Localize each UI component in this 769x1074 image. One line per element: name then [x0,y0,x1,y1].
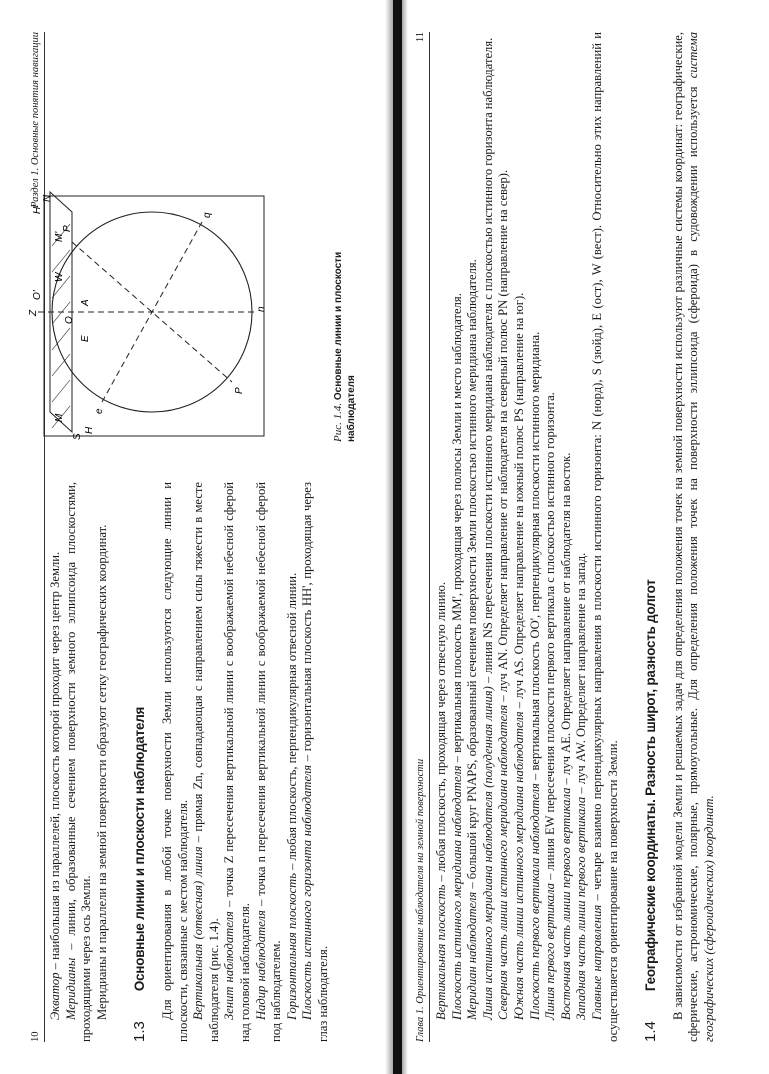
paragraph-prime-vertical-line [543,32,559,1042]
term-east-part: Восточная часть линии первого вертикала [558,787,573,1020]
label-PS: P [234,387,245,394]
paragraph-west-part [574,32,590,1042]
section-heading-1-3 [132,482,148,1042]
term-vertical-line: Вертикальная (отвесная) линия [191,846,206,1020]
label-O: O [64,316,75,324]
horizon-hatching [52,224,70,428]
term-prime-vertical-plane: Плоскость первого вертикала наблюдателя [527,783,542,1020]
text-vertical-plane: – любая плоскость, проходящая через отвесную линию. [434,581,448,885]
text-east-part: – луч AE. Определяет направление от наблюдателя на восток. [558,452,573,788]
section-number-1-4: 1.4 [642,1021,660,1042]
text-meridian-plane: – вертикальная плоскость MM', проходящая через полюсы Земли и место наблюдателя. [449,293,464,766]
term-true-horizon: Плоскость истинного горизонта наблюдателя [300,764,315,1020]
text-south-part: – луч AS. Определяет направление на южный полюс PS (направление на юг). [511,292,526,712]
paragraph-east-part [559,32,575,1042]
figure-caption [332,212,358,442]
paragraph-north-part [496,32,512,1042]
paragraph-observer-meridian [465,32,481,1042]
book-gutter [393,0,402,1074]
text-meridians: – линии, образованные сечением поверхности земного эллипсоида плоскостями, проходящими через ось Земли. [63,482,94,1042]
text-north-part: – луч AN. Определяет направление от наблюдателя на северный полюс PN (направление на север). [496,169,511,705]
gutter-shadow-right [402,0,408,1074]
text-nadir: – точка n пересечения вертикальной линии с воображаемой небесной сферой под наблюдателем. [253,482,284,1042]
term-noon-line: Линия истинного меридиана наблюдателя (полуденная линия) [480,686,495,1020]
text-observer-meridian: – большой круг PNAPS, образованный сечением поверхности Земли плоскостью истинного меридиана наблюдателя. [465,259,480,892]
text-vertical-line: – прямая Zn, совпадающая с направлением силы тяжести в месте наблюдателя (рис. 1.4). [191,482,221,1042]
term-north-part: Северная часть линии истинного меридиана наблюдателя [496,704,511,1020]
section-title: Основные линии и плоскости наблюдателя [132,706,148,992]
paragraph-grid: Меридианы и параллели на земной поверхности образуют сетку географических координат. [94,524,109,1020]
label-Z: Z [28,309,39,316]
term-geographic-system: система географических (сфероидических) координат. [686,32,716,1042]
label-e: e [94,408,105,414]
label-H-prime: H' [32,204,43,214]
meridian-plane [44,196,264,436]
right-running-title: Глава 1. Ориентирование наблюдателя на земной поверхности [415,758,426,1042]
paragraph-meridians [64,482,95,1042]
label-M: M [54,413,65,422]
term-prime-vertical-line: Линия первого вертикала [543,883,558,1020]
term-meridian-plane: Плоскость истинного меридиана наблюдателя [449,765,464,1020]
text-equator: – наибольшая из параллелей, плоскость которой проходит через центр Земли. [48,551,62,973]
term-nadir: Надир наблюдателя [253,910,268,1020]
paragraph-south-part [512,32,528,1042]
right-page-number: 11 [415,32,426,43]
label-M-prime: M' [54,231,65,242]
text-horizontal-plane: – любая плоскость, перпендикулярная отвесной линии. [284,572,299,874]
gutter-shadow [385,0,393,1074]
left-body-text [48,482,332,1042]
term-horizontal-plane: Горизонтальная плоскость [284,873,299,1020]
paragraph-coordinates [671,32,718,1042]
text-zenith: – точка Z пересечения вертикальной линии с воображаемой небесной сферой над головой наблюдателя. [222,481,252,1042]
text-prime-vertical-plane: – вертикальная плоскость OO', перпендикулярная плоскости истинного меридиана. [527,331,542,784]
term-main-directions: Главные направления [589,904,604,1020]
text-west-part: – луч AW. Определяет направление на запад. [574,552,589,797]
paragraph-intro: Для ориентирования в любой точке поверхности Земли используются следующие линии и плоскости, связанные с местом наблюдателя. [159,482,190,1042]
paragraph-prime-vertical-plane [528,32,544,1042]
paragraph-horizontal-plane [285,482,301,1042]
figure-caption-number: Рис. 1.4. [332,402,344,442]
paragraph-true-horizon [300,482,331,1042]
left-running-title: Раздел 1. Основные понятия навигации [30,32,41,208]
term-west-part: Западная часть линии первого вертикала [574,796,589,1020]
section-heading-1-4 [643,32,659,1042]
label-N: N [42,194,53,202]
paragraph-noon-line [481,32,497,1042]
right-page [413,32,753,1042]
label-q: q [202,212,213,218]
paragraph-nadir [254,482,285,1042]
paragraph-main-directions [590,32,621,1042]
paragraph-vertical-line [191,482,222,1042]
term-zenith: Зенит наблюдателя [222,911,237,1020]
paragraph-zenith [222,482,253,1042]
term-observer-meridian: Меридиан наблюдателя [465,891,480,1020]
label-H: H [84,426,95,434]
paragraph-equator [48,482,64,1042]
label-A: A [80,299,91,306]
label-E: E [80,335,91,342]
term-vertical-plane: Вертикальная плоскость [434,884,448,1020]
term-south-part: Южная часть линии истинного меридиана наблюдателя [511,711,526,1020]
label-n: n [256,306,267,312]
paragraph-vertical-plane [434,32,450,1042]
section-title-1-4: Географические координаты. Разность широт, разность долгот [643,579,659,992]
text-main-directions: – четыре взаимно перпендикулярных направления в плоскости истинного горизонта: N (норд), S (зюйд), E (ост), W (вест). Относительно этих направлений и осуществляется ориентирование на поверхности Земли. [589,32,620,1042]
right-running-head [413,32,430,1042]
text-true-horizon: – горизонтальная плоскость HH', проходящая через глаз наблюдателя. [300,482,330,1042]
left-page-number: 10 [30,1031,41,1042]
section-number: 1.3 [131,1021,149,1042]
paragraph-meridian-plane [450,32,466,1042]
equator-line [102,222,202,402]
label-PN: P [62,225,73,232]
label-W: W [54,272,65,282]
label-S: S [72,433,83,440]
term-meridians: Меридианы [63,957,78,1020]
label-O-prime: O' [32,290,43,300]
left-page [28,32,378,1042]
text-prime-vertical-line: – линия EW пересечения плоскости первого вертикала с плоскостью истинного горизонта. [543,392,558,884]
text-noon-line: – линия NS пересечения плоскости истинного меридиана наблюдателя с плоскостью истинного горизонта наблюдателя. [480,37,495,687]
figure-caption-text: Основные линии и плоскости наблюдателя [333,251,357,442]
term-equator: Экватор [48,972,62,1020]
text-coordinates: В зависимости от избранной модели Земли и решаемых задач для определения положения точек на земной поверхности используют различные системы координат: географические, сферические, астрономические, полярные, прямоугольные. Для определения положения точек на поверхности эллипсоида (сфероида) в судовождении используется [670,32,701,1042]
